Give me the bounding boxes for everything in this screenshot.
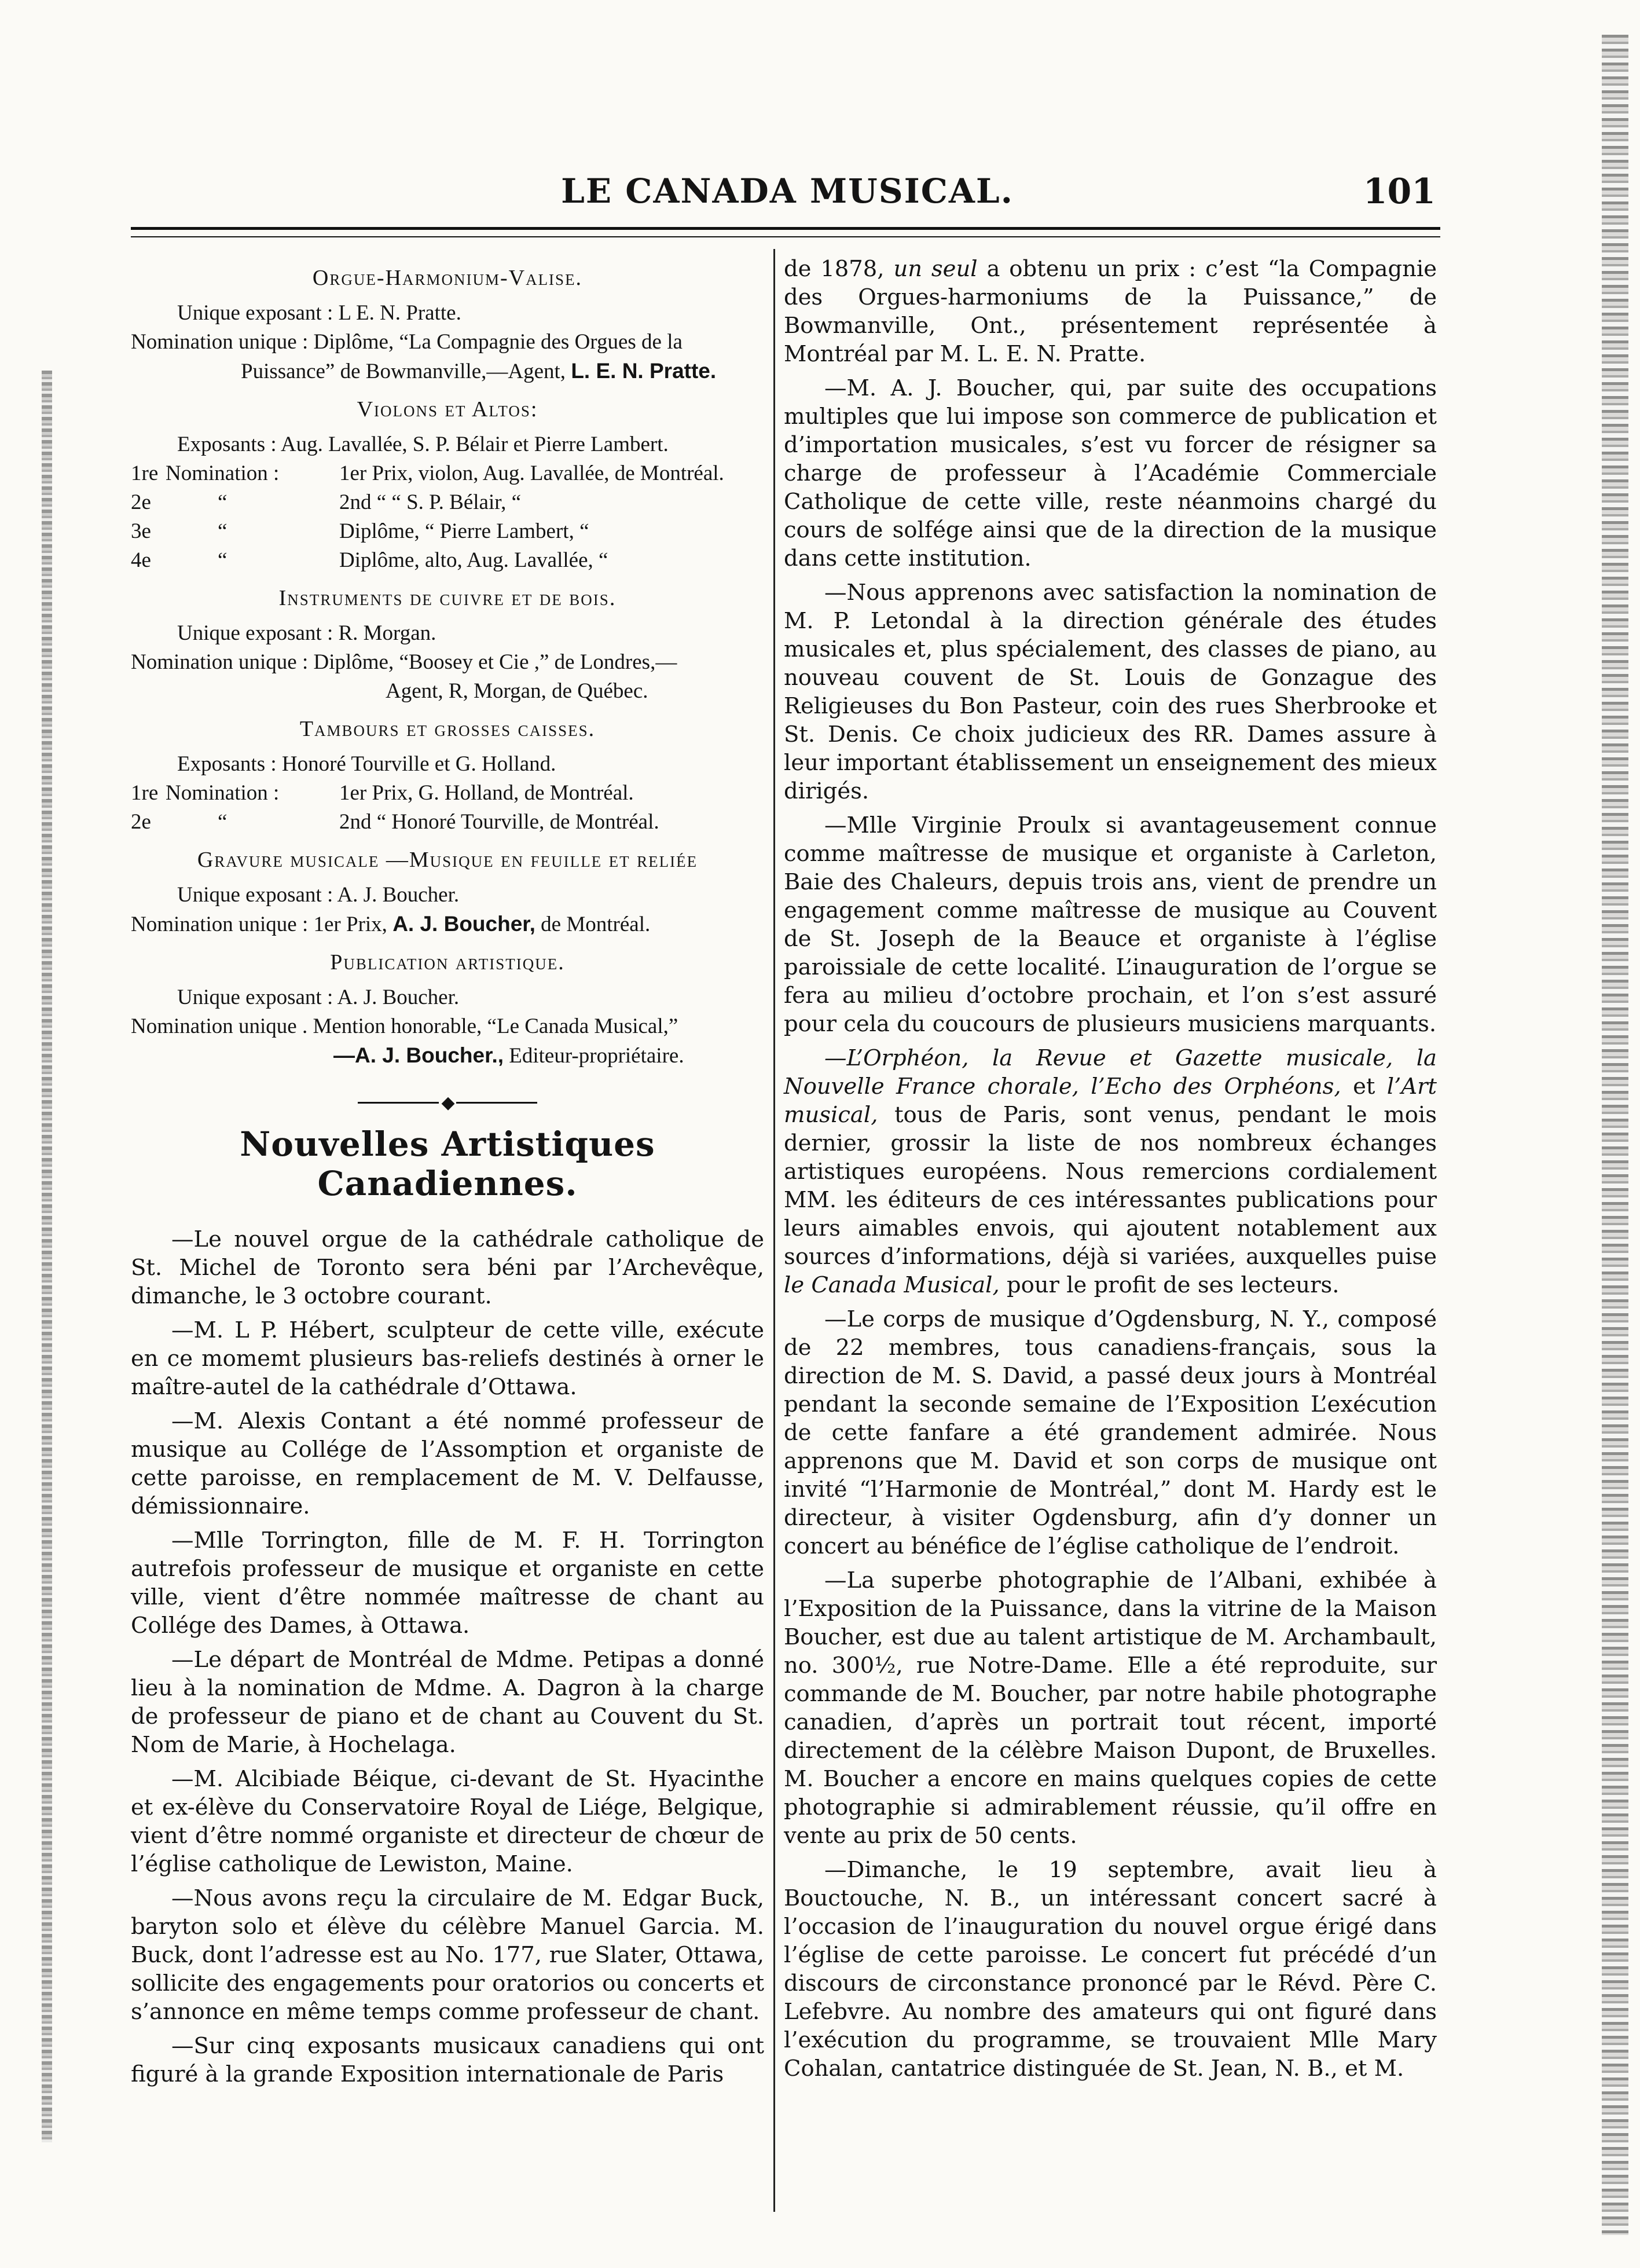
value: R. Morgan. bbox=[338, 621, 436, 645]
heading-cuivre: Instruments de cuivre et de bois. bbox=[278, 586, 617, 610]
rank: 1re bbox=[131, 781, 159, 805]
prize: Diplôme, “ Pierre Lambert, “ bbox=[339, 519, 589, 543]
label: Nomination unique : bbox=[131, 913, 309, 936]
label: “ bbox=[218, 548, 228, 572]
winner: A. J. Boucher, bbox=[392, 912, 535, 936]
news-paragraph: —Le départ de Montréal de Mdme. Petipas a donné lieu à la nomination de Mdme. A. Dagron à la charge de professeur de piano et de chant au Couvent du St. Nom de Marie, à Hochelaga. bbox=[131, 1646, 764, 1758]
label: Exposants : bbox=[177, 433, 277, 456]
prize: Diplôme, alto, Aug. Lavallée, “ bbox=[339, 548, 608, 572]
role: Editeur-propriétaire. bbox=[509, 1044, 684, 1068]
label: Nomination : bbox=[166, 461, 280, 485]
value: A. J. Boucher. bbox=[337, 883, 460, 907]
news-paragraph: —Sur cinq exposants musicaux canadiens qui ont figuré à la grande Exposition internationale de Paris bbox=[131, 2032, 764, 2087]
text: tous de Paris, sont venus, pendant le mois dernier, grossir la liste de nos nombreux échanges artistiques européens. Nous remercions cordialement MM. les éditeurs de ces intéressantes publications pour leurs aimables envois, qui ajoutent notablement aux sources d’informations, déjà si variées, auxquelles puise bbox=[784, 1102, 1437, 1270]
rank: 2e bbox=[131, 490, 151, 514]
cuivre-nomination bbox=[131, 648, 764, 677]
page-number: 101 bbox=[1363, 171, 1436, 212]
label: Unique exposant : bbox=[177, 301, 333, 325]
violons-exposants bbox=[131, 430, 764, 459]
publication-nomination-cont bbox=[131, 1041, 764, 1071]
label: Unique exposant : bbox=[177, 883, 333, 907]
value: Diplôme, “La Compagnie des Orgues de la bbox=[313, 330, 683, 354]
news-paragraph: —Nous apprenons avec satisfaction la nomination de M. P. Letondal à la direction générale des études musicales et, plus spécialement, des classes de piano, au nouveau couvent de St. Louis de Gonzague des Religieuses du Bon Pasteur, coin des rues Sherbrooke et St. Denis. Ce choix judicieux des RR. Dames assure à leur important établissement un enseignement des mieux dirigés. bbox=[784, 580, 1437, 804]
text: de 1878, bbox=[784, 256, 885, 282]
cuivre-nomination-cont: Agent, R, Morgan, de Québec. bbox=[386, 679, 648, 703]
cuivre-exposant bbox=[131, 619, 764, 648]
news-paragraph: —Mlle Torrington, fille de M. F. H. Torrington autrefois professeur de musique et organiste en cette ville, vient d’être nommée maîtresse de chant au Collége des Dames, à Ottawa. bbox=[131, 1527, 764, 1639]
gravure-nomination bbox=[131, 910, 764, 939]
news-paragraph: —M. A. J. Boucher, qui, par suite des occupations multiples que lui impose son commerce de publication et d’importation musicales, s’est vu forcer de résigner sa charge de professeur à l’Académie Commerciale Catholique de cette ville, reste néanmoins chargé du cours de solfége ainsi que de la direction de la musique dans cette institution. bbox=[784, 375, 1437, 571]
news-paragraph: —Le nouvel orgue de la cathédrale catholique de St. Michel de Toronto sera béni par l’Archevêque, dimanche, le 3 octobre courant. bbox=[131, 1226, 764, 1309]
label: Unique exposant : bbox=[177, 985, 333, 1009]
prize: 1er Prix, bbox=[313, 913, 387, 936]
label: Nomination unique : bbox=[131, 330, 309, 354]
rank: 4e bbox=[131, 548, 151, 572]
label: Nomination unique . bbox=[131, 1014, 308, 1038]
label: Nomination : bbox=[166, 781, 280, 805]
gravure-exposant bbox=[131, 881, 764, 910]
journal-title: LE CANADA MUSICAL. bbox=[561, 171, 1014, 211]
orgue-nomination bbox=[131, 328, 764, 357]
header-rule-thin bbox=[131, 236, 1440, 237]
news-paragraph: —Mlle Virginie Proulx si avantageusement connue comme maîtresse de musique et organiste à Carleton, Baie des Chaleurs, depuis trois ans, vient de prendre un engagement comme maîtresse de musique au Couvent de St. Joseph de la Beauce et organiste à l’église paroissiale de cette localité. L’inauguration de l’orgue se fera au milieu d’octobre prochain, et l’on s’est assuré pour cela du coucours de plusieurs musiciens marquants. bbox=[784, 812, 1437, 1037]
prize: 1er Prix, G. Holland, de Montréal. bbox=[339, 781, 634, 805]
label: “ bbox=[218, 490, 228, 514]
section-title-nouvelles: Nouvelles Artistiques Canadiennes. bbox=[240, 1124, 655, 1203]
tambours-nominations bbox=[131, 779, 764, 837]
left-column bbox=[131, 255, 764, 2094]
publication-nomination bbox=[131, 1012, 764, 1041]
value: L E. N. Pratte. bbox=[338, 301, 461, 325]
news-paragraph: —M. L P. Hébert, sculpteur de cette ville, exécute en ce momemt plusieurs bas-reliefs destinés à orner le maître-autel de la cathédrale d’Ottawa. bbox=[131, 1317, 764, 1400]
value: Mention honorable, “Le Canada Musical,” bbox=[313, 1014, 678, 1038]
news-paragraph: —M. Alcibiade Béique, ci-devant de St. Hyacinthe et ex-élève du Conservatoire Royal de Liége, Belgique, vient d’être nommé organiste et directeur de chœur de l’église catholique de Lewiston, Maine. bbox=[131, 1765, 764, 1877]
heading-gravure: Gravure musicale —Musique en feuille et reliée bbox=[197, 848, 698, 872]
news-paragraph: —Le corps de musique d’Ogdensburg, N. Y., composé de 22 membres, tous canadiens-français, sous la direction de M. S. David, a passé deux jours à Montréal pendant la seconde semaine de l’Exposition L’exécution de cette fanfare a été grandement admirée. Nous apprenons que M. David et son corps de musique ont invité “l’Harmonie de Montréal,” dont M. Hardy est le directeur, à visiter Ogdensburg, afin d’y donner un concert au bénéfice de l’église catholique de l’endroit. bbox=[784, 1306, 1437, 1559]
news-paragraph-orpheon bbox=[784, 1044, 1437, 1299]
value: Aug. Lavallée, S. P. Bélair et Pierre Lambert. bbox=[280, 433, 669, 456]
heading-publication: Publication artistique. bbox=[330, 950, 565, 974]
publication-titles: —L’Orphéon, la Revue et Gazette musicale, la Nouvelle France chorale, l’Echo des Orphéons, bbox=[784, 1045, 1437, 1100]
orgue-nomination-cont bbox=[131, 357, 764, 386]
publication-exposant bbox=[131, 983, 764, 1012]
rank: 2e bbox=[131, 810, 151, 834]
rank: 3e bbox=[131, 519, 151, 543]
publication-title: l’Art musical, bbox=[784, 1073, 1437, 1128]
news-paragraph: —M. Alexis Contant a été nommé professeur de musique au Collége de l’Assomption et organiste de cette paroisse, en remplacement de M. V. Delfausse, démissionnaire. bbox=[131, 1408, 764, 1519]
prize: 1er Prix, violon, Aug. Lavallée, de Montréal. bbox=[339, 461, 724, 485]
city: de Montréal. bbox=[541, 913, 651, 936]
section-ornament: ◆ bbox=[131, 1091, 764, 1113]
text: pour le profit de ses lecteurs. bbox=[1006, 1272, 1340, 1298]
violons-nominations bbox=[131, 459, 764, 575]
heading-tambours: Tambours et grosses caisses. bbox=[299, 717, 596, 741]
label: “ bbox=[218, 519, 228, 543]
right-column bbox=[784, 255, 1437, 2089]
value: Puissance” de Bowmanville,—Agent, bbox=[241, 360, 566, 383]
value: A. J. Boucher. bbox=[337, 985, 460, 1009]
winner: —A. J. Boucher., bbox=[333, 1043, 504, 1067]
emphasis: un seul bbox=[893, 256, 978, 282]
value: Honoré Tourville et G. Holland. bbox=[281, 752, 556, 776]
news-paragraph: —Nous avons reçu la circulaire de M. Edgar Buck, baryton solo et élève du célèbre Manuel Garcia. M. Buck, dont l’adresse est au No. 177, rue Slater, Ottawa, sollicite des engagements pour oratorios ou concerts et s’annonce en même temps comme professeur de chant. bbox=[131, 1885, 764, 2025]
header-rule-thick bbox=[131, 227, 1440, 230]
running-header bbox=[139, 171, 1436, 218]
orgue-exposant bbox=[131, 299, 764, 328]
agent: L. E. N. Pratte. bbox=[571, 359, 717, 383]
label: “ bbox=[218, 810, 228, 834]
news-paragraph: —La superbe photographie de l’Albani, exhibée à l’Exposition de la Puissance, dans la vitrine de la Maison Boucher, est due au talent artistique de M. Archambault, no. 300½, rue Notre-Dame. Elle a été reproduite, sur commande de M. Boucher, par notre habile photographe canadien, d’après un portrait tout récent, importé directement de la célèbre Maison Dupont, de Bruxelles. M. Boucher a encore en mains quelques copies de cette photographie si admirablement réussie, qu’il offre en vente au prix de 50 cents. bbox=[784, 1567, 1437, 1849]
text: et bbox=[1353, 1073, 1375, 1100]
news-paragraph-continued bbox=[784, 255, 1437, 368]
prize: 2nd “ “ S. P. Bélair, “ bbox=[339, 490, 521, 514]
label: Exposants : bbox=[177, 752, 277, 776]
prize: 2nd “ Honoré Tourville, de Montréal. bbox=[339, 810, 659, 834]
label: Nomination unique : bbox=[131, 650, 309, 674]
label: Unique exposant : bbox=[177, 621, 333, 645]
news-paragraph: —Dimanche, le 19 septembre, avait lieu à Bouctouche, N. B., un intéressant concert sacré à l’occasion de l’inauguration du nouvel orgue érigé dans l’église de cette paroisse. Le concert fut précédé d’un discours de circonstance prononcé par le Révd. Père C. Lefebvre. Au nombre des amateurs qui ont figuré dans l’exécution du programme, se trouvaient Mlle Mary Cohalan, cantatrice distinguée de St. Jean, N. B., et M. bbox=[784, 1857, 1437, 2082]
heading-violons: Violons et Altos: bbox=[357, 397, 538, 422]
column-divider bbox=[773, 249, 775, 2212]
tambours-exposants bbox=[131, 750, 764, 779]
heading-orgue: Orgue-Harmonium-Valise. bbox=[312, 266, 583, 290]
page-edge-left bbox=[42, 371, 52, 2142]
text: a obtenu un prix : c’est “la Compagnie des Orgues-harmoniums de la Puissance,” de Bowmanville, Ont., présentement représentée à Montréal par M. L. E. N. Pratte. bbox=[784, 256, 1437, 367]
rank: 1re bbox=[131, 461, 159, 485]
publication-title: le Canada Musical, bbox=[784, 1272, 1000, 1298]
page-edge-right bbox=[1602, 35, 1628, 2235]
value: Diplôme, “Boosey et Cie ,” de Londres,— bbox=[313, 650, 677, 674]
